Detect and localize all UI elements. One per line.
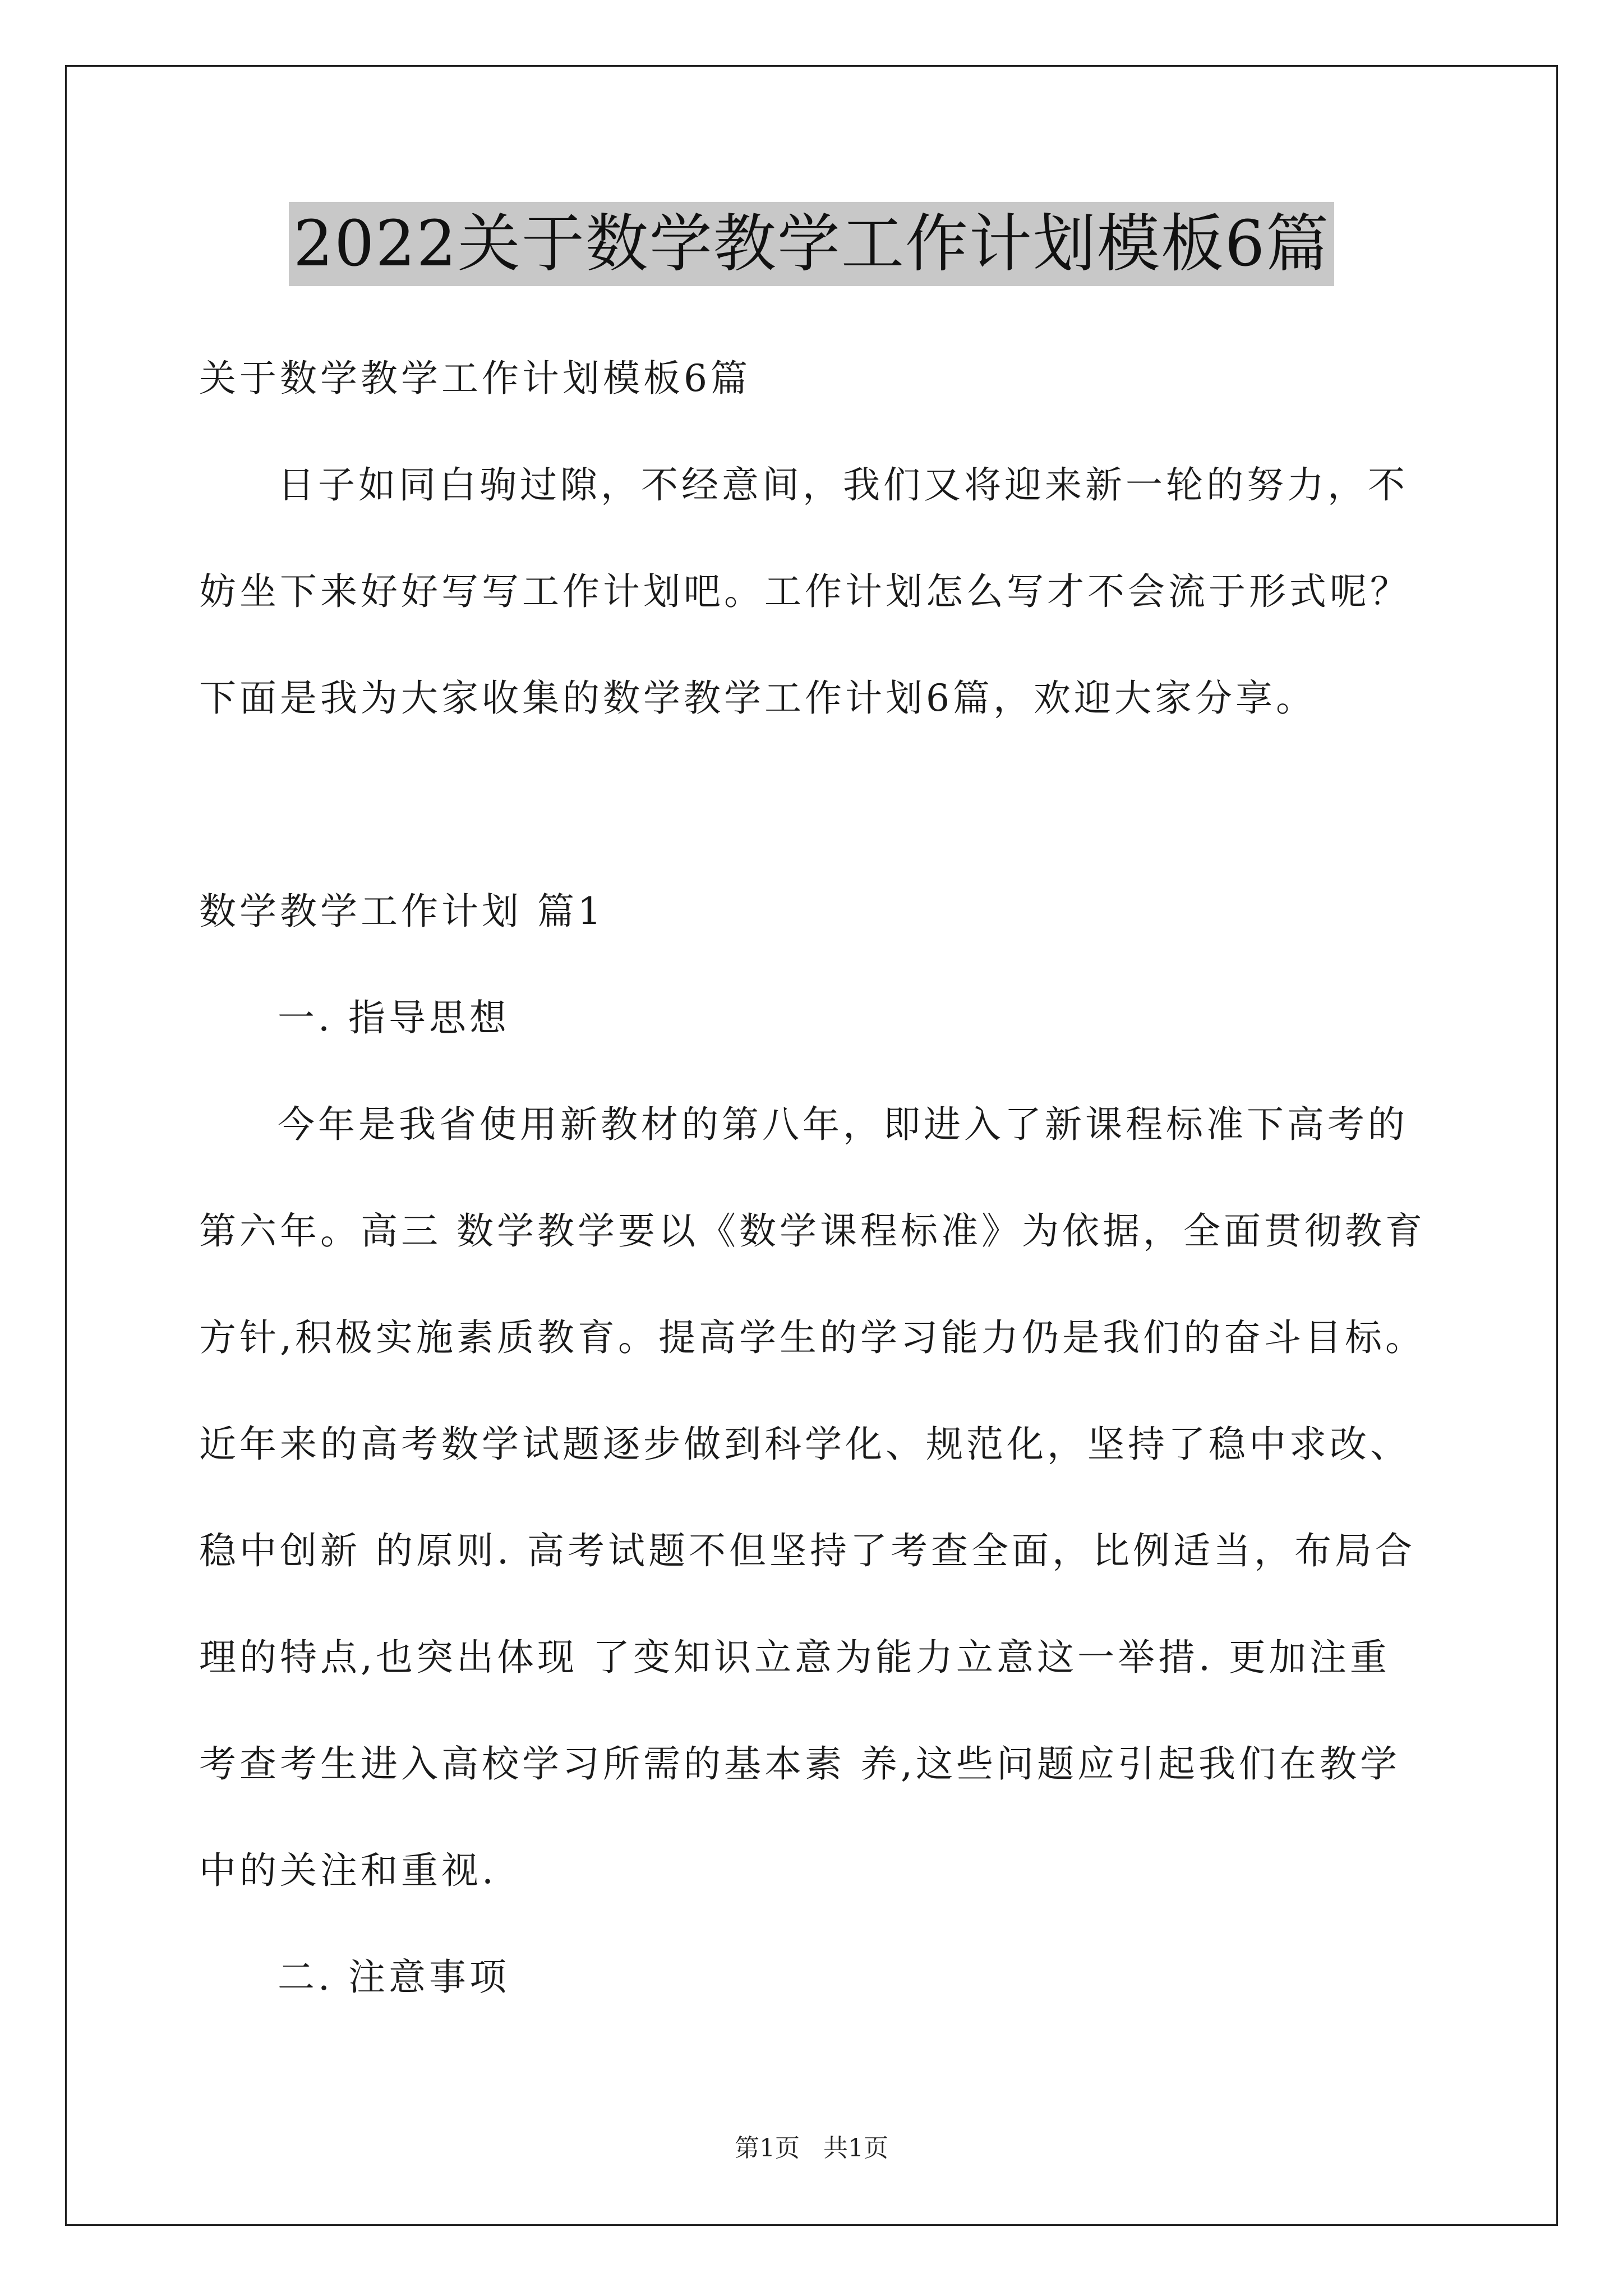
section-title: 数学教学工作计划 篇1 (199, 890, 605, 933)
body-line-1: 今年是我省使用新教材的第八年，即进入了新课程标准下高考的 (278, 1103, 1408, 1146)
page-total: 共1页 (823, 2134, 888, 2162)
body-line-5: 稳中创新 的原则. 高考试题不但坚持了考查全面，比例适当，布局合 (199, 1529, 1415, 1572)
body-line-6: 理的特点,也突出体现 了变知识立意为能力立意这一举措. 更加注重 (199, 1636, 1390, 1679)
body-line-7: 考查考生进入高校学习所需的基本素 养,这些问题应引起我们在教学 (199, 1742, 1400, 1786)
body-line-3: 方针,积极实施素质教育。提高学生的学习能力仍是我们的奋斗目标。 (199, 1316, 1426, 1359)
intro-line-2: 妨坐下来好好写写工作计划吧。工作计划怎么写才不会流于形式呢？ (199, 570, 1410, 613)
intro-line-1: 日子如同白驹过隙，不经意间，我们又将迎来新一轮的努力，不 (278, 463, 1408, 507)
page-footer (0, 2132, 1623, 2165)
heading-notes: 二. 注意事项 (278, 1955, 510, 1999)
document-subtitle: 关于数学教学工作计划模板6篇 (199, 357, 751, 400)
page-number: 第1页 (735, 2134, 800, 2162)
body-line-4: 近年来的高考数学试题逐步做到科学化、规范化，坚持了稳中求改、 (199, 1423, 1410, 1466)
document-title: 2022关于数学教学工作计划模板6篇 (289, 202, 1334, 286)
body-line-8: 中的关注和重视. (199, 1849, 497, 1892)
intro-line-3: 下面是我为大家收集的数学教学工作计划6篇，欢迎大家分享。 (199, 677, 1316, 720)
body-line-2: 第六年。高三 数学教学要以《数学课程标准》为依据，全面贯彻教育 (199, 1209, 1426, 1253)
heading-guiding-thought: 一. 指导思想 (278, 996, 510, 1039)
title-wrap (0, 202, 1623, 286)
